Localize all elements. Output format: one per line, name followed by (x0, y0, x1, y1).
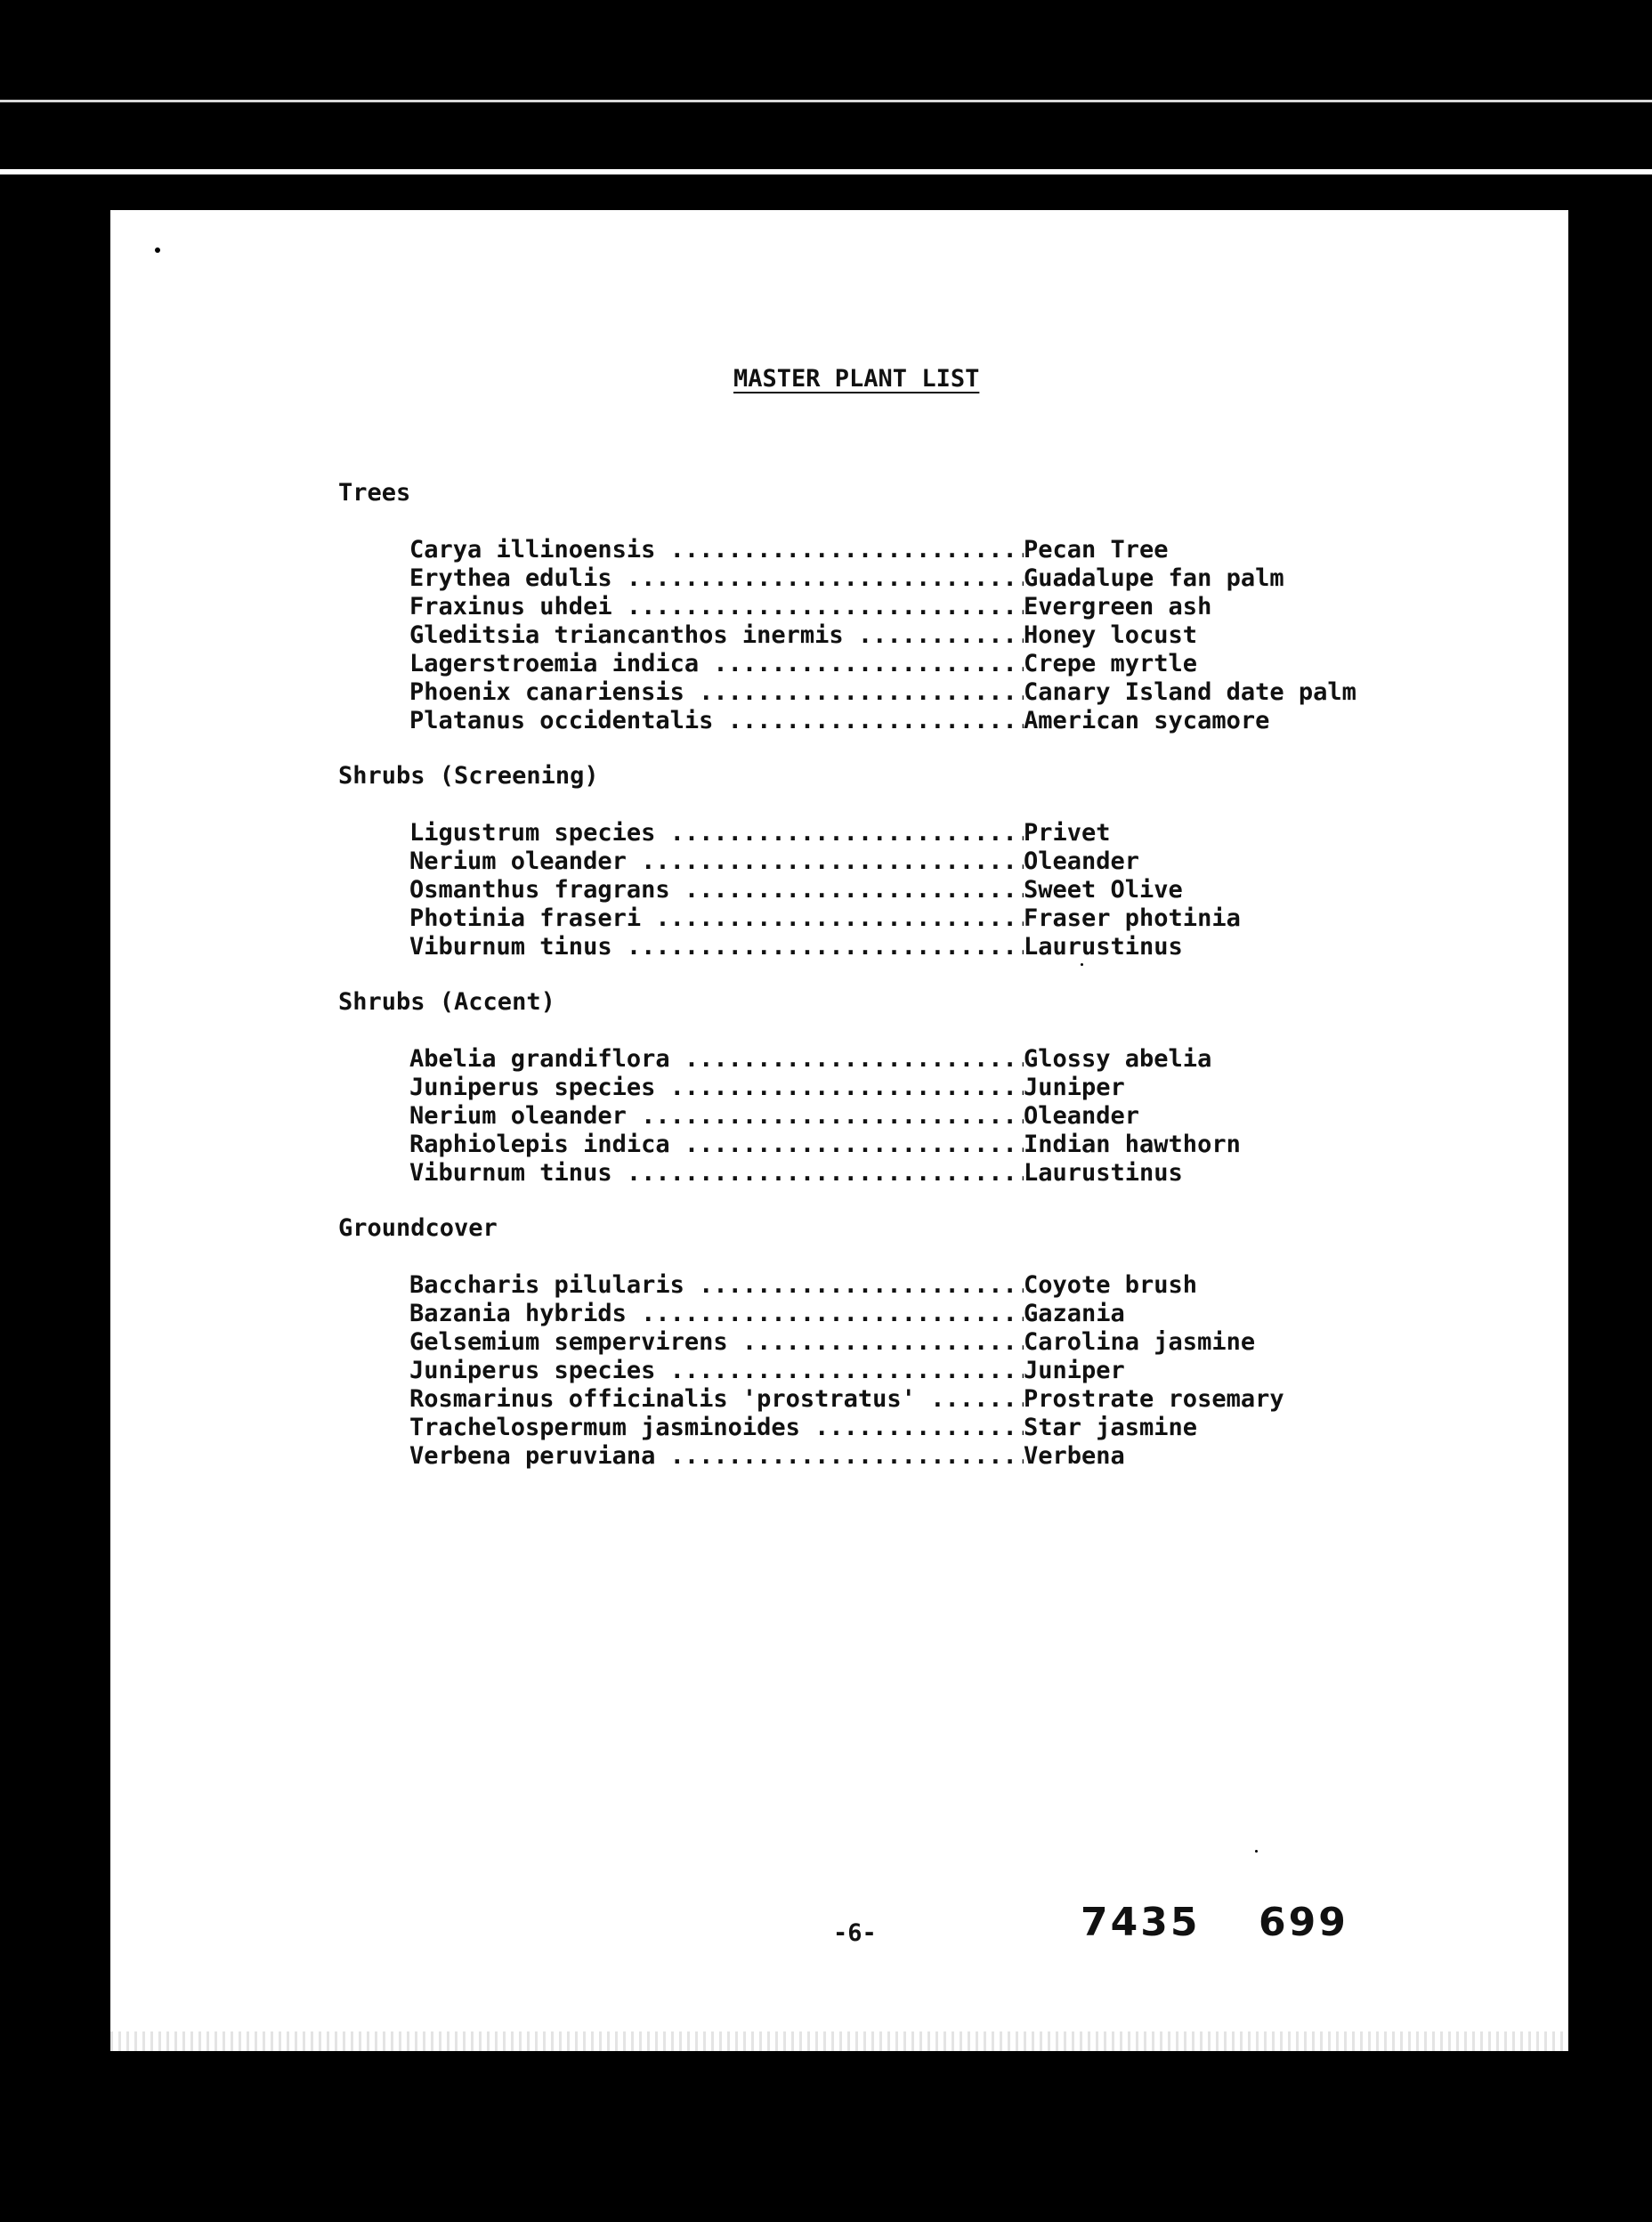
page-number: -6- (833, 1919, 877, 1947)
plant-entry (409, 564, 1356, 593)
common-name: Privet (1024, 819, 1111, 847)
plant-entry (409, 1414, 1284, 1442)
common-name: Star jasmine (1024, 1414, 1198, 1441)
plant-entry (409, 707, 1356, 735)
section-heading: Shrubs (Accent) (338, 988, 555, 1016)
common-name: Verbena (1024, 1442, 1125, 1470)
common-name: Prostrate rosemary (1024, 1385, 1284, 1413)
latin-name: Photinia fraseri ..... (409, 904, 1024, 933)
common-name: Honey locust (1024, 621, 1198, 649)
common-name: Guadalupe fan palm (1024, 564, 1284, 592)
common-name: Crepe myrtle (1024, 650, 1198, 677)
common-name: Laurustinus (1024, 933, 1183, 961)
section-heading: Groundcover (338, 1214, 498, 1242)
plant-entry (409, 650, 1356, 678)
plant-entry (409, 847, 1241, 876)
plant-entry (409, 1102, 1241, 1131)
latin-name: Carya illinoensis ..... (409, 536, 1024, 564)
latin-name: Trachelospermum jasminoides ..... (409, 1414, 1024, 1442)
latin-name: Platanus occidentalis ..... (409, 707, 1024, 735)
plant-entry (409, 1159, 1241, 1188)
scan-speck (1081, 963, 1083, 966)
common-name: Oleander (1024, 1102, 1140, 1130)
common-name: Juniper (1024, 1074, 1125, 1101)
plant-entry (409, 933, 1241, 961)
latin-name: Gelsemium sempervirens ..... (409, 1328, 1024, 1357)
plant-entry (409, 1074, 1241, 1102)
scan-border-line-top (0, 100, 1652, 102)
section-heading: Trees (338, 479, 411, 507)
document-code-primary: 7435 (1081, 1900, 1201, 1945)
latin-name: Juniperus species ..... (409, 1357, 1024, 1385)
common-name: Juniper (1024, 1357, 1125, 1384)
common-name: Glossy abelia (1024, 1045, 1212, 1073)
common-name: Canary Island date palm (1024, 678, 1356, 706)
common-name: American sycamore (1024, 707, 1270, 734)
plant-entry (409, 621, 1356, 650)
scan-speck (155, 247, 160, 253)
plant-entry (409, 1357, 1284, 1385)
latin-name: Raphiolepis indica ..... (409, 1131, 1024, 1159)
document-code-secondary: 699 (1259, 1900, 1348, 1945)
plant-entry (409, 1328, 1284, 1357)
latin-name: Ligustrum species ..... (409, 819, 1024, 847)
common-name: Coyote brush (1024, 1271, 1198, 1299)
document-page (110, 210, 1568, 2051)
section-trees (338, 479, 1356, 735)
plant-entry (409, 819, 1241, 847)
plant-entry (409, 1385, 1284, 1414)
section-groundcover (338, 1214, 1284, 1471)
latin-name: Nerium oleander ..... (409, 1102, 1024, 1131)
latin-name: Viburnum tinus ..... (409, 933, 1024, 961)
latin-name: Phoenix canariensis ..... (409, 678, 1024, 707)
latin-name: Fraxinus uhdei ..... (409, 593, 1024, 621)
plant-entry (409, 1271, 1284, 1300)
common-name: Evergreen ash (1024, 593, 1212, 620)
common-name: Fraser photinia (1024, 904, 1241, 932)
plant-entry (409, 1045, 1241, 1074)
latin-name: Lagerstroemia indica ..... (409, 650, 1024, 678)
common-name: Pecan Tree (1024, 536, 1169, 564)
common-name: Oleander (1024, 847, 1140, 875)
latin-name: Bazania hybrids ..... (409, 1300, 1024, 1328)
latin-name: Nerium oleander ..... (409, 847, 1024, 876)
latin-name: Baccharis pilularis ..... (409, 1271, 1024, 1300)
section-heading: Shrubs (Screening) (338, 762, 599, 790)
plant-entry (409, 904, 1241, 933)
latin-name: Rosmarinus officinalis 'prostratus' ..... (409, 1385, 1024, 1414)
plant-entry (409, 536, 1356, 564)
latin-name: Erythea edulis ..... (409, 564, 1024, 593)
plant-entry (409, 1300, 1284, 1328)
latin-name: Abelia grandiflora ..... (409, 1045, 1024, 1074)
latin-name: Verbena peruviana ..... (409, 1442, 1024, 1471)
scan-edge-noise (110, 2031, 1568, 2051)
common-name: Indian hawthorn (1024, 1131, 1241, 1158)
common-name: Carolina jasmine (1024, 1328, 1256, 1356)
common-name: Sweet Olive (1024, 876, 1183, 904)
latin-name: Viburnum tinus ..... (409, 1159, 1024, 1188)
section-shrubs-screening (338, 762, 1241, 961)
scan-border-line-bottom (0, 169, 1652, 174)
latin-name: Gleditsia triancanthos inermis ..... (409, 621, 1024, 650)
scan-speck (1255, 1850, 1258, 1853)
plant-entry (409, 1131, 1241, 1159)
common-name: Gazania (1024, 1300, 1125, 1327)
plant-entry (409, 593, 1356, 621)
latin-name: Juniperus species ..... (409, 1074, 1024, 1102)
latin-name: Osmanthus fragrans ..... (409, 876, 1024, 904)
plant-entry (409, 678, 1356, 707)
section-shrubs-accent (338, 988, 1241, 1188)
plant-entry (409, 876, 1241, 904)
document-title: MASTER PLANT LIST (733, 365, 980, 393)
common-name: Laurustinus (1024, 1159, 1183, 1187)
plant-entry (409, 1442, 1284, 1471)
